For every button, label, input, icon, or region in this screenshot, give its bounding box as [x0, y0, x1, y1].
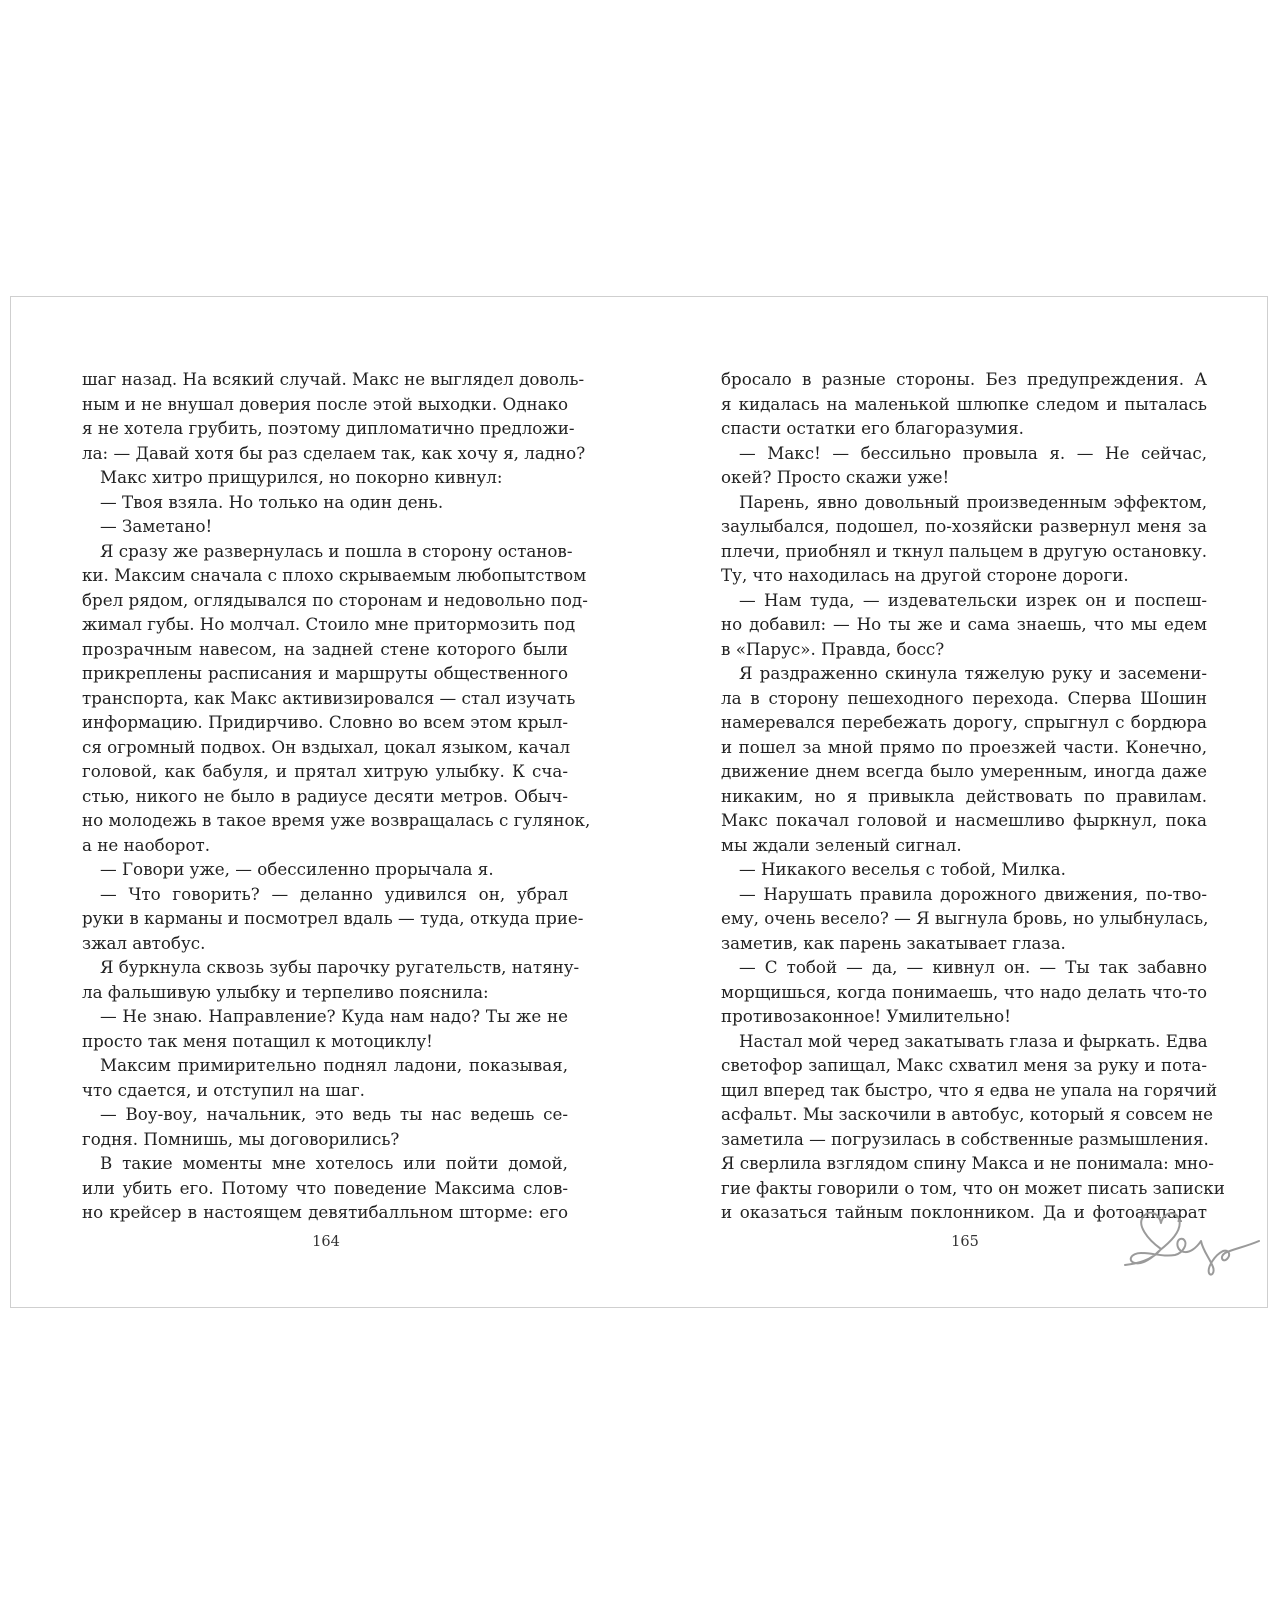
text-line: — Нарушать правила дорожного движения, по-тво-	[739, 883, 1207, 904]
text-line: и оказаться тайным поклонником. Да и фотоаппарат	[721, 1202, 1207, 1222]
heart-flourish-icon	[1123, 1207, 1263, 1287]
text-line: ла в сторону пешеходного перехода. Сперва Шошин	[721, 687, 1207, 708]
text-line: Ту, что находилась на другой стороне дороги.	[721, 565, 1129, 585]
text-line: — Заметано!	[100, 516, 213, 536]
text-line: бросало в разные стороны. Без предупреждения. А	[721, 369, 1207, 389]
text-line: стью, никого не было в радиусе десяти метров. Обыч-	[82, 785, 568, 806]
text-line: Я буркнула сквозь зубы парочку ругательств, натяну-	[100, 957, 580, 977]
text-line: — Твоя взяла. Но только на один день.	[100, 491, 444, 512]
text-line: но молодежь в такое время уже возвращалась с гулянок,	[82, 810, 591, 830]
text-line: В такие моменты мне хотелось или пойти домой,	[100, 1153, 568, 1173]
text-line: Настал мой черед закатывать глаза и фыркать. Едва	[739, 1030, 1208, 1051]
text-line: шаг назад. На всякий случай. Макс не выглядел доволь-	[82, 369, 585, 389]
text-line: руки в карманы и посмотрел вдаль — туда, откуда прие-	[82, 908, 584, 928]
text-line: но крейсер в настоящем девятибалльном шторме: его	[82, 1202, 568, 1222]
text-line: информацию. Придирчиво. Словно во всем этом крыл-	[82, 712, 568, 732]
text-line: морщишься, когда понимаешь, что надо делать что-то	[721, 981, 1207, 1002]
text-line: просто так меня потащил к мотоциклу!	[82, 1030, 433, 1051]
text-line: ным и не внушал доверия после этой выходки. Однако	[82, 393, 568, 414]
text-line: ки. Максим сначала с плохо скрываемым любопытством	[82, 565, 587, 585]
text-line: — Никакого веселья с тобой, Милка.	[739, 859, 1066, 879]
text-line: — Говори уже, — обессиленно прорычала я.	[100, 859, 494, 879]
right-page-text	[721, 367, 1225, 1225]
text-line: в «Парус». Правда, босс?	[721, 638, 945, 659]
text-line: противозаконное! Умилительно!	[721, 1006, 1011, 1026]
text-line: — С тобой — да, — кивнул он. — Ты так забавно	[739, 957, 1207, 977]
book-spread	[10, 296, 1268, 1308]
left-page-text	[82, 367, 591, 1225]
text-line: зжал автобус.	[82, 932, 206, 953]
text-line: никаким, но я привыкла действовать по правилам.	[721, 785, 1207, 806]
text-line: Макс хитро прищурился, но покорно кивнул:	[100, 467, 503, 487]
text-line: я не хотела грубить, поэтому дипломатично предложи-	[82, 418, 575, 438]
page-number-left: 164	[312, 1234, 340, 1250]
text-line: и пошел за мной прямо по проезжей части. Конечно,	[721, 736, 1207, 757]
text-line: заметила — погрузилась в собственные размышления.	[721, 1128, 1209, 1149]
text-line: ему, очень весело? — Я выгнула бровь, но улыбнулась,	[721, 908, 1209, 928]
text-line: окей? Просто скажи уже!	[721, 467, 950, 487]
text-line: плечи, приобнял и ткнул пальцем в другую остановку.	[721, 540, 1208, 561]
text-line: ся огромный подвох. Он вздыхал, цокал языком, качал	[82, 736, 571, 757]
text-line: годня. Помнишь, мы договорились?	[82, 1128, 400, 1149]
text-line: намеревался перебежать дорогу, спрыгнул с бордюра	[721, 712, 1207, 732]
text-line: Парень, явно довольный произведенным эффектом,	[739, 491, 1207, 512]
text-line: жимал губы. Но молчал. Стоило мне притормозить под	[82, 614, 576, 634]
text-line: Макс покачал головой и насмешливо фыркнул, пока	[721, 810, 1207, 830]
text-line: прозрачным навесом, на задней стене которого были	[82, 638, 568, 659]
text-line: а не наоборот.	[82, 834, 211, 855]
text-line: что сдается, и отступил на шаг.	[82, 1079, 365, 1100]
text-line: — Не знаю. Направление? Куда нам надо? Ты же не	[100, 1006, 568, 1026]
text-line: щил вперед так быстро, что я едва не упала на горячий	[721, 1079, 1218, 1100]
text-line: Я сразу же развернулась и пошла в сторону останов-	[100, 540, 573, 561]
text-line: Я раздраженно скинула тяжелую руку и засемени-	[739, 663, 1207, 683]
text-line: светофор запищал, Макс схватил меня за руку и пота-	[721, 1055, 1207, 1075]
text-line: спасти остатки его благоразумия.	[721, 418, 1024, 438]
text-line: гие факты говорили о том, что он может писать записки	[721, 1177, 1225, 1198]
text-line: ла фальшивую улыбку и терпеливо пояснила:	[82, 981, 489, 1002]
text-line: Максим примирительно поднял ладони, показывая,	[100, 1055, 568, 1075]
text-line: транспорта, как Макс активизировался — стал изучать	[82, 687, 576, 708]
text-line: — Макс! — бессильно провыла я. — Не сейчас,	[739, 442, 1207, 463]
text-line: асфальт. Мы заскочили в автобус, который я совсем не	[721, 1104, 1213, 1124]
text-line: или убить его. Потому что поведение Максима слов-	[82, 1177, 568, 1198]
text-line: заметив, как парень закатывает глаза.	[721, 932, 1066, 953]
text-line: — Воу-воу, начальник, это ведь ты нас ведешь се-	[100, 1104, 568, 1124]
text-line: — Что говорить? — деланно удивился он, убрал	[100, 883, 568, 904]
text-line: Я сверлила взглядом спину Макса и не понимала: мно-	[721, 1153, 1214, 1173]
text-line: движение днем всегда было умеренным, иногда даже	[721, 761, 1207, 781]
text-line: ла: — Давай хотя бы раз сделаем так, как хочу я, ладно?	[82, 442, 586, 463]
text-line: мы ждали зеленый сигнал.	[721, 834, 962, 855]
text-line: — Нам туда, — издевательски изрек он и поспеш-	[739, 589, 1207, 610]
text-line: заулыбался, подошел, по-хозяйски развернул меня за	[721, 516, 1207, 536]
page-number-right: 165	[951, 1234, 979, 1250]
text-line: я кидалась на маленькой шлюпке следом и пыталась	[721, 393, 1207, 414]
text-line: прикреплены расписания и маршруты общественного	[82, 663, 568, 683]
text-line: но добавил: — Но ты же и сама знаешь, что мы едем	[721, 614, 1207, 634]
text-line: брел рядом, оглядывался по сторонам и недовольно под-	[82, 589, 588, 610]
text-line: головой, как бабуля, и прятал хитрую улыбку. К сча-	[82, 761, 568, 781]
